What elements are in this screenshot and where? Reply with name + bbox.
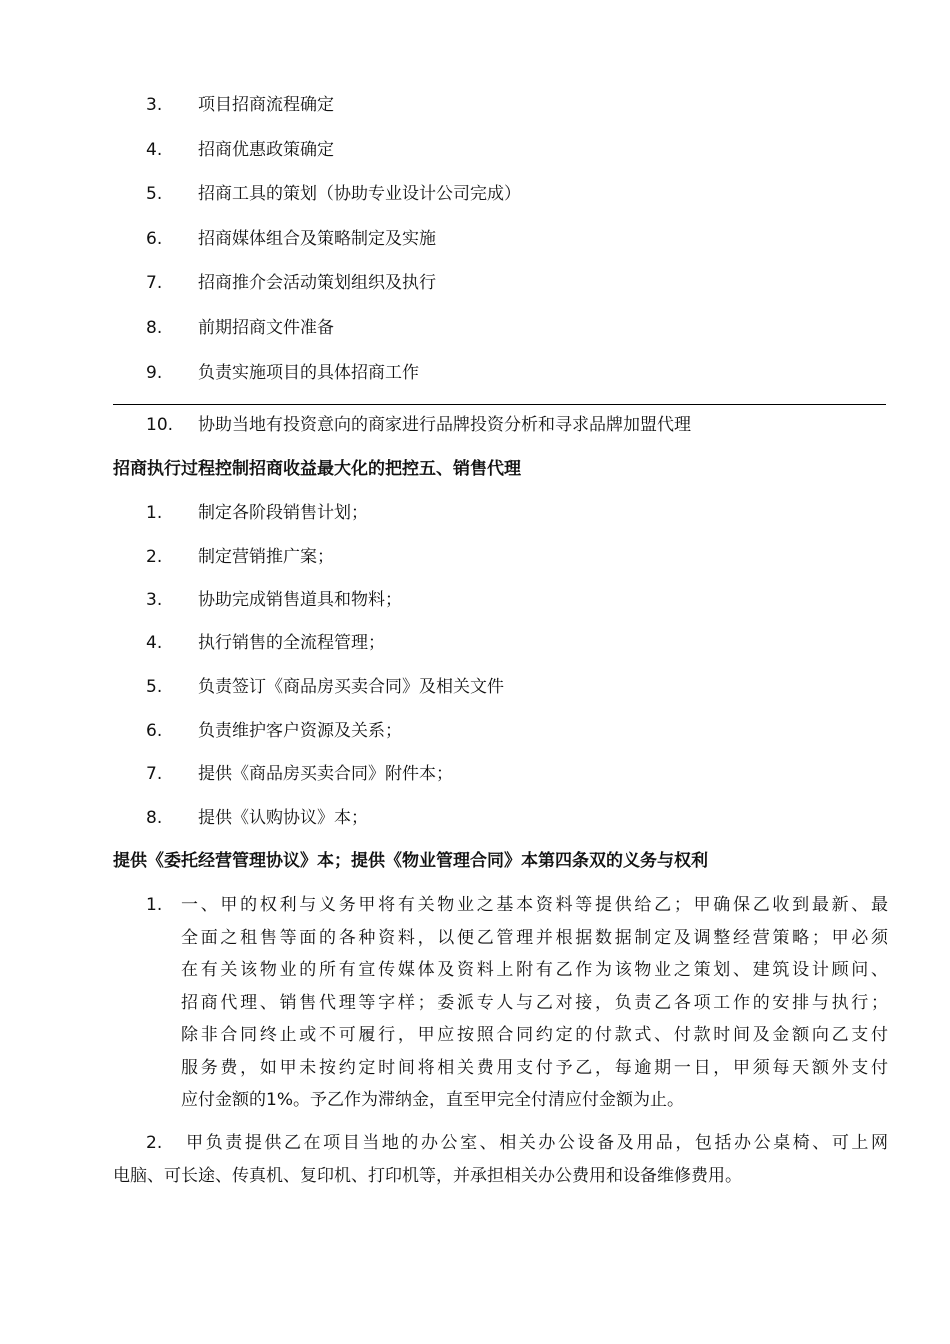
paragraph-line: 一、甲的权利与义务甲将有关物业之基本资料等提供给乙；甲确保乙收到最新、最 <box>181 895 888 915</box>
list-text: 制定营销推广案； <box>198 547 334 567</box>
paragraph-text: 甲负责提供乙在项目当地的办公室、相关办公设备及用品，包括办公桌椅、可上网 <box>186 1133 889 1153</box>
list-number: 6. <box>146 229 163 249</box>
list-text: 负责维护客户资源及关系； <box>198 721 402 741</box>
paragraph-number: 1. <box>146 895 163 915</box>
list-number: 8. <box>146 808 163 828</box>
paragraph-line: 电脑、可长途、传真机、复印机、打印机等，并承担相关办公费用和设备维修费用。 <box>113 1165 742 1186</box>
list-item <box>0 716 950 746</box>
list-text: 执行销售的全流程管理； <box>198 633 385 653</box>
list-text: 招商优惠政策确定 <box>198 140 334 160</box>
list-text: 协助完成销售道具和物料； <box>198 590 402 610</box>
list-text: 项目招商流程确定 <box>198 95 334 115</box>
list-item <box>0 410 950 440</box>
list-item <box>0 542 950 572</box>
list-number: 10. <box>146 415 174 435</box>
paragraph-line <box>113 1127 888 1160</box>
section-heading: 招商执行过程控制招商收益最大化的把控五、销售代理 <box>113 459 521 479</box>
list-text: 协助当地有投资意向的商家进行品牌投资分析和寻求品牌加盟代理 <box>198 415 691 435</box>
list-number: 7. <box>146 273 163 293</box>
list-text: 负责实施项目的具体招商工作 <box>198 363 419 383</box>
list-number: 1. <box>146 503 163 523</box>
list-item <box>0 498 950 528</box>
paragraph-line: 在有关该物业的所有宣传媒体及资料上附有乙作为该物业之策划、建筑设计顾问、 <box>181 960 888 980</box>
list-number: 5. <box>146 184 163 204</box>
list-number: 2. <box>146 547 163 567</box>
list-item <box>0 672 950 702</box>
list-item <box>0 585 950 615</box>
list-number: 3. <box>146 590 163 610</box>
list-number: 8. <box>146 318 163 338</box>
paragraph-number: 2. <box>146 1133 163 1153</box>
paragraph-line: 服务费，如甲未按约定时间将相关费用支付予乙，每逾期一日，甲须每天额外支付 <box>181 1057 888 1078</box>
list-text: 提供《认购协议》本； <box>198 808 368 828</box>
list-item <box>0 268 950 298</box>
list-text: 提供《商品房买卖合同》附件本； <box>198 764 453 784</box>
list-item <box>0 628 950 658</box>
list-number: 3. <box>146 95 163 115</box>
paragraph-line: 全面之租售等面的各种资料，以便乙管理并根据数据制定及调整经营策略；甲必须 <box>181 927 888 948</box>
paragraph-line: 除非合同终止或不可履行，甲应按照合同约定的付款式、付款时间及金额向乙支付 <box>181 1025 888 1045</box>
list-number: 4. <box>146 633 163 653</box>
horizontal-rule <box>113 404 886 405</box>
list-text: 招商媒体组合及策略制定及实施 <box>198 229 436 249</box>
numbered-paragraph <box>113 1127 888 1192</box>
list-item <box>0 759 950 789</box>
list-item <box>0 179 950 209</box>
paragraph-line: 应付金额的1%。予乙作为滞纳金，直至甲完全付清应付金额为止。 <box>181 1090 684 1110</box>
list-text: 招商工具的策划（协助专业设计公司完成） <box>198 184 521 204</box>
list-item <box>0 313 950 343</box>
list-text: 招商推介会活动策划组织及执行 <box>198 273 436 293</box>
list-text: 前期招商文件准备 <box>198 318 334 338</box>
list-item <box>0 803 950 833</box>
paragraph-body <box>181 889 888 1117</box>
list-item <box>0 224 950 254</box>
list-number: 9. <box>146 363 163 383</box>
list-text: 制定各阶段销售计划； <box>198 503 368 523</box>
list-item <box>0 90 950 120</box>
list-number: 7. <box>146 764 163 784</box>
list-number: 4. <box>146 140 163 160</box>
section-heading: 提供《委托经营管理协议》本；提供《物业管理合同》本第四条双的义务与权利 <box>113 851 708 871</box>
list-item <box>0 358 950 388</box>
list-item <box>0 135 950 165</box>
list-text: 负责签订《商品房买卖合同》及相关文件 <box>198 677 504 697</box>
list-number: 5. <box>146 677 163 697</box>
list-number: 6. <box>146 721 163 741</box>
paragraph-line: 招商代理、销售代理等字样；委派专人与乙对接，负责乙各项工作的安排与执行； <box>181 992 888 1013</box>
